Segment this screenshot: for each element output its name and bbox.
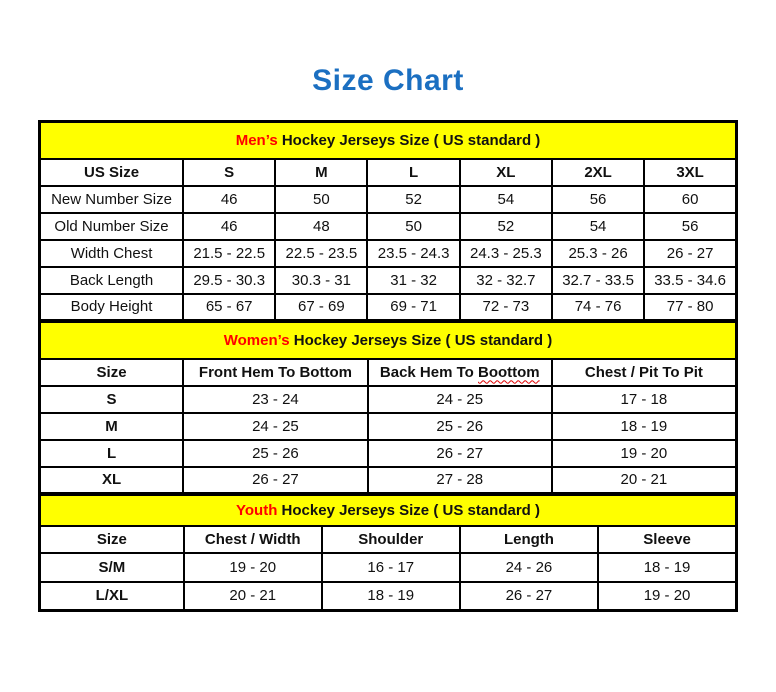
- column-header: Sleeve: [598, 526, 736, 553]
- size-value-cell: 19 - 20: [552, 440, 737, 467]
- row-label: Back Length: [40, 267, 184, 294]
- column-header: Shoulder: [322, 526, 460, 553]
- size-value-cell: 26 - 27: [644, 240, 736, 267]
- banner-highlight-word: Women’s: [223, 331, 290, 349]
- banner-text: Hockey Jerseys Size ( US standard ): [281, 131, 541, 149]
- row-label: S/M: [40, 553, 184, 582]
- size-value-cell: 74 - 76: [552, 294, 644, 321]
- section-banner-youth: [40, 495, 737, 526]
- misspelled-word: Boottom: [478, 363, 540, 381]
- size-value-cell: 24.3 - 25.3: [460, 240, 552, 267]
- section-banner-womens: [40, 322, 737, 359]
- column-header: Chest / Width: [184, 526, 322, 553]
- table-row: [40, 213, 737, 240]
- size-value-cell: 54: [460, 186, 552, 213]
- column-header: Front Hem To Bottom: [183, 359, 368, 386]
- size-value-cell: 33.5 - 34.6: [644, 267, 736, 294]
- size-value-cell: 22.5 - 23.5: [275, 240, 367, 267]
- size-value-cell: 25.3 - 26: [552, 240, 644, 267]
- table-row: [40, 413, 737, 440]
- size-value-cell: 24 - 25: [183, 413, 368, 440]
- section-banner-mens: [40, 122, 737, 159]
- size-value-cell: 77 - 80: [644, 294, 736, 321]
- column-header: Size: [40, 526, 184, 553]
- size-value-cell: 52: [367, 186, 459, 213]
- size-value-cell: 65 - 67: [183, 294, 275, 321]
- table-row: [40, 582, 737, 611]
- size-value-cell: 67 - 69: [275, 294, 367, 321]
- size-value-cell: 50: [367, 213, 459, 240]
- size-value-cell: 69 - 71: [367, 294, 459, 321]
- page-title: Size Chart: [312, 64, 464, 97]
- size-value-cell: 16 - 17: [322, 553, 460, 582]
- column-header: Length: [460, 526, 598, 553]
- size-value-cell: 30.3 - 31: [275, 267, 367, 294]
- banner-highlight-word: Men’s: [235, 131, 278, 149]
- banner-highlight-word: Youth: [236, 501, 278, 519]
- mens-size-table: [38, 120, 738, 322]
- column-header: 3XL: [644, 159, 736, 186]
- size-value-cell: 50: [275, 186, 367, 213]
- size-value-cell: 26 - 27: [460, 582, 598, 611]
- column-header: US Size: [40, 159, 184, 186]
- size-value-cell: 18 - 19: [322, 582, 460, 611]
- column-header: XL: [460, 159, 552, 186]
- size-value-cell: 48: [275, 213, 367, 240]
- size-value-cell: 19 - 20: [184, 553, 322, 582]
- size-value-cell: 23.5 - 24.3: [367, 240, 459, 267]
- table-row: [40, 267, 737, 294]
- size-value-cell: 18 - 19: [552, 413, 737, 440]
- size-value-cell: 31 - 32: [367, 267, 459, 294]
- column-header: [368, 359, 552, 386]
- table-row: [40, 294, 737, 321]
- youth-size-table: [38, 493, 738, 612]
- size-value-cell: 32.7 - 33.5: [552, 267, 644, 294]
- column-header: L: [367, 159, 459, 186]
- size-value-cell: 18 - 19: [598, 553, 736, 582]
- size-value-cell: 24 - 25: [368, 386, 552, 413]
- column-header: S: [183, 159, 275, 186]
- banner-text: Hockey Jerseys Size ( US standard ): [293, 331, 553, 349]
- banner-text: Hockey Jerseys Size ( US standard ): [281, 501, 540, 519]
- size-value-cell: 26 - 27: [368, 440, 552, 467]
- header-text: Back Hem To: [379, 363, 478, 381]
- size-value-cell: 72 - 73: [460, 294, 552, 321]
- column-header: M: [275, 159, 367, 186]
- size-value-cell: 32 - 32.7: [460, 267, 552, 294]
- size-value-cell: 54: [552, 213, 644, 240]
- size-value-cell: 46: [183, 213, 275, 240]
- table-row: [40, 386, 737, 413]
- row-label: XL: [40, 467, 184, 494]
- row-label: S: [40, 386, 184, 413]
- size-value-cell: 20 - 21: [184, 582, 322, 611]
- table-row: [40, 467, 737, 494]
- row-label: Old Number Size: [40, 213, 184, 240]
- row-label: M: [40, 413, 184, 440]
- table-row: [40, 440, 737, 467]
- row-label: Width Chest: [40, 240, 184, 267]
- table-row: [40, 186, 737, 213]
- size-value-cell: 25 - 26: [368, 413, 552, 440]
- size-value-cell: 56: [552, 186, 644, 213]
- row-label: L/XL: [40, 582, 184, 611]
- size-value-cell: 19 - 20: [598, 582, 736, 611]
- size-value-cell: 23 - 24: [183, 386, 368, 413]
- size-value-cell: 29.5 - 30.3: [183, 267, 275, 294]
- column-header: Chest / Pit To Pit: [552, 359, 737, 386]
- size-value-cell: 26 - 27: [183, 467, 368, 494]
- table-row: [40, 553, 737, 582]
- size-value-cell: 27 - 28: [368, 467, 552, 494]
- size-value-cell: 20 - 21: [552, 467, 737, 494]
- size-value-cell: 25 - 26: [183, 440, 368, 467]
- size-value-cell: 24 - 26: [460, 553, 598, 582]
- size-value-cell: 60: [644, 186, 736, 213]
- size-value-cell: 21.5 - 22.5: [183, 240, 275, 267]
- row-label: Body Height: [40, 294, 184, 321]
- size-value-cell: 56: [644, 213, 736, 240]
- womens-size-table: [38, 320, 738, 495]
- column-header: Size: [40, 359, 184, 386]
- size-value-cell: 17 - 18: [552, 386, 737, 413]
- table-row: [40, 240, 737, 267]
- row-label: L: [40, 440, 184, 467]
- size-tables-container: [38, 120, 738, 612]
- size-value-cell: 52: [460, 213, 552, 240]
- size-value-cell: 46: [183, 186, 275, 213]
- column-header: 2XL: [552, 159, 644, 186]
- row-label: New Number Size: [40, 186, 184, 213]
